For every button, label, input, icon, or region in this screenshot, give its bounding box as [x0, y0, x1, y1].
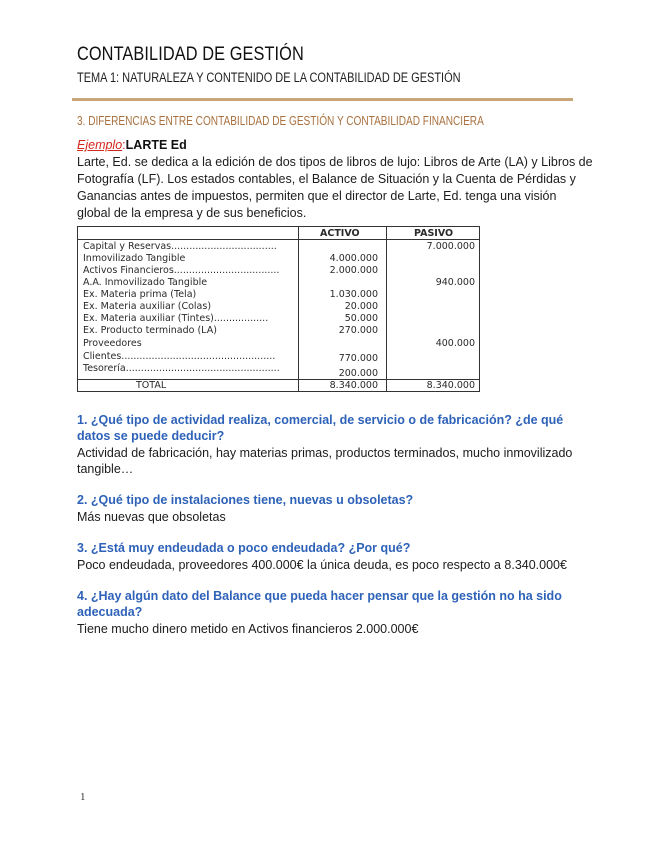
balance-row-activo: 4.000.000 — [329, 253, 378, 264]
column-header-pasivo: PASIVO — [414, 228, 454, 239]
table-divider — [386, 227, 387, 391]
balance-row-pasivo: 400.000 — [435, 338, 475, 349]
intro-line: global de la empresa y de sus beneficios. — [77, 206, 307, 220]
intro-line: Fotografía (LF). Los estados contables, el Balance de Situación y la Cuenta de Pérdidas y — [77, 172, 576, 186]
balance-row-label: A.A. Inmovilizado Tangible — [83, 277, 208, 288]
document-title: CONTABILIDAD DE GESTIÓN — [77, 44, 304, 65]
page-number: 1 — [80, 791, 86, 803]
example-line — [77, 138, 187, 152]
balance-row-activo: 2.000.000 — [329, 265, 378, 276]
section-heading: 3. DIFERENCIAS ENTRE CONTABILIDAD DE GESTIÓN Y CONTABILIDAD FINANCIERA — [77, 114, 484, 128]
balance-row-label: Ex. Materia auxiliar (Tintes).................. — [83, 313, 269, 324]
question-block — [77, 588, 582, 637]
balance-row-pasivo: 7.000.000 — [426, 241, 475, 252]
balance-row-label: Activos Financieros................................... — [83, 265, 280, 276]
balance-row-activo: 770.000 — [338, 353, 378, 364]
example-company-name: LARTE Ed — [125, 138, 187, 152]
example-label: Ejemplo — [77, 138, 123, 152]
answer-text: Tiene mucho dinero metido en Activos financieros 2.000.000€ — [77, 622, 419, 636]
balance-row-label: Tesorería................................................... — [83, 363, 280, 374]
question-block — [77, 412, 582, 477]
balance-row-activo: 1.030.000 — [329, 289, 378, 300]
balance-row-activo: 50.000 — [344, 313, 378, 324]
balance-row-label: Inmovilizado Tangible — [83, 253, 186, 264]
answer-text: Actividad de fabricación, hay materias primas, productos terminados, mucho inmovilizado tangible… — [77, 446, 573, 476]
total-label: TOTAL — [136, 380, 167, 391]
intro-line: Ganancias antes de impuestos, permiten que el director de Larte, Ed. tenga una visión — [77, 189, 557, 203]
balance-row-label: Clientes................................................... — [83, 351, 276, 362]
balance-row-activo: 20.000 — [344, 301, 378, 312]
question-text: 4. ¿Hay algún dato del Balance que pueda hacer pensar que la gestión no ha sido adecuada? — [77, 589, 562, 619]
balance-sheet-table — [77, 226, 480, 392]
balance-row-activo: 270.000 — [338, 325, 378, 336]
header-divider — [72, 98, 573, 101]
balance-row-activo: 200.000 — [338, 368, 378, 379]
example-colon: : — [122, 138, 126, 152]
example-intro-paragraph — [77, 154, 593, 222]
balance-row-label: Ex. Materia auxiliar (Colas) — [83, 301, 212, 312]
total-pasivo: 8.340.000 — [426, 380, 475, 391]
question-block — [77, 540, 582, 573]
balance-row-label: Capital y Reservas................................... — [83, 241, 277, 252]
question-text: 3. ¿Está muy endeudada o poco endeudada? ¿Por qué? — [77, 541, 411, 555]
balance-row-label: Ex. Producto terminado (LA) — [83, 325, 217, 336]
table-divider — [298, 227, 299, 391]
intro-line: Larte, Ed. se dedica a la edición de dos tipos de libros de lujo: Libros de Arte (LA) y Libros de — [77, 155, 593, 169]
column-header-activo: ACTIVO — [320, 228, 360, 239]
question-text: 2. ¿Qué tipo de instalaciones tiene, nuevas u obsoletas? — [77, 493, 414, 507]
balance-row-label: Ex. Materia prima (Tela) — [83, 289, 197, 300]
question-block — [77, 492, 582, 525]
document-subtitle: TEMA 1: NATURALEZA Y CONTENIDO DE LA CONTABILIDAD DE GESTIÓN — [77, 70, 461, 85]
total-activo: 8.340.000 — [329, 380, 378, 391]
table-divider — [78, 239, 479, 240]
question-text: 1. ¿Qué tipo de actividad realiza, comercial, de servicio o de fabricación? ¿de qué datos se puede deducir? — [77, 413, 564, 443]
answer-text: Más nuevas que obsoletas — [77, 510, 226, 524]
balance-row-pasivo: 940.000 — [435, 277, 475, 288]
balance-row-label: Proveedores — [83, 338, 142, 349]
answer-text: Poco endeudada, proveedores 400.000€ la única deuda, es poco respecto a 8.340.000€ — [77, 558, 567, 572]
